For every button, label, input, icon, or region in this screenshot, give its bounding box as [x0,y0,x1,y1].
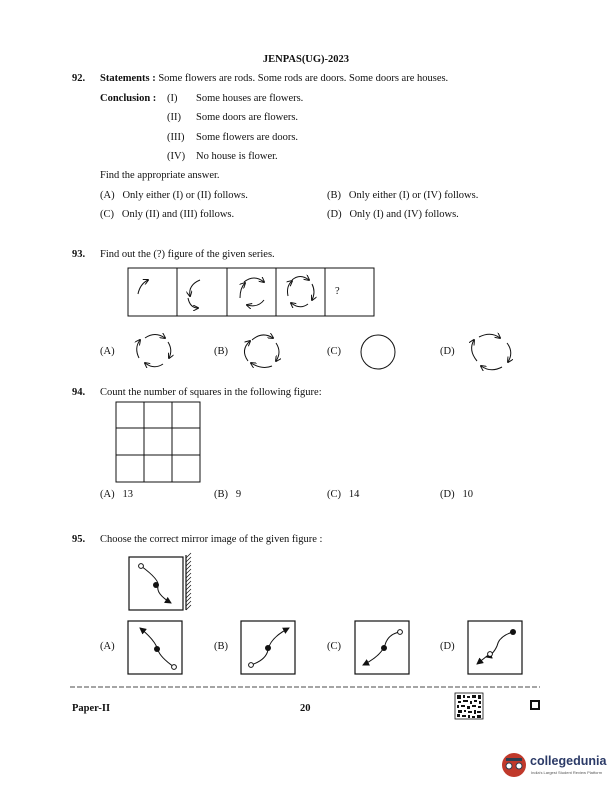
conclusion-num: (III) [167,132,185,143]
conclusion-num: (II) [167,112,181,123]
option-label: (B) [214,489,228,500]
option-label: (A) [100,190,115,201]
option-text: 10 [462,489,473,500]
option-text: 13 [122,489,133,500]
option-text: Only either (I) or (IV) follows. [348,190,479,201]
page-number: 20 [300,703,311,714]
option-text: Only either (I) or (II) follows. [122,190,248,201]
conclusion-num: (IV) [167,151,186,162]
question-number: 92. [72,73,86,84]
option-text: 14 [348,489,360,500]
option-text: Only (I) and (IV) follows. [349,209,459,220]
option-c-label[interactable]: (C) [327,641,341,652]
option-d-label[interactable]: (D) [440,641,455,652]
statements-label: Statements : [100,73,156,84]
option-a-label[interactable]: (A) [100,641,115,652]
question-text: Count the number of squares in the following figure: [100,387,322,398]
missing-figure-mark: ? [335,286,340,297]
paper-label: Paper-II [72,703,111,714]
question-text: Find out the (?) figure of the given series. [100,249,275,260]
conclusion-label: Conclusion : [100,93,157,104]
option-b-label[interactable]: (B) [214,346,228,357]
brand-tagline: India's Largest Student Review Platform [531,770,603,775]
option-label: (C) [100,209,114,220]
option-c-label[interactable]: (C) [327,346,341,357]
question-number: 93. [72,249,86,260]
option-label: (A) [100,489,115,500]
question-number: 94. [72,387,86,398]
option-text: Only (II) and (III) follows. [121,209,235,220]
instruction: Find the appropriate answer. [100,170,220,181]
brand-name: collegedunia [530,754,607,768]
question-number: 95. [72,534,86,545]
conclusion-num: (I) [167,93,178,104]
statements-text: Some flowers are rods. Some rods are doors. Some doors are houses. [158,73,449,84]
option-d-label[interactable]: (D) [440,346,455,357]
option-text: 9 [235,489,242,500]
conclusion-text: Some flowers are doors. [196,132,299,143]
option-label: (D) [440,489,455,500]
conclusion-text: Some doors are flowers. [196,112,299,123]
option-a-label[interactable]: (A) [100,346,115,357]
option-b-label[interactable]: (B) [214,641,228,652]
option-label: (B) [327,190,341,201]
page-title: JENPAS(UG)-2023 [262,54,350,65]
option-label: (D) [327,209,342,220]
conclusion-text: No house is flower. [196,151,278,162]
option-label: (C) [327,489,341,500]
question-text: Choose the correct mirror image of the given figure : [100,534,323,545]
conclusion-text: Some houses are flowers. [196,93,304,104]
